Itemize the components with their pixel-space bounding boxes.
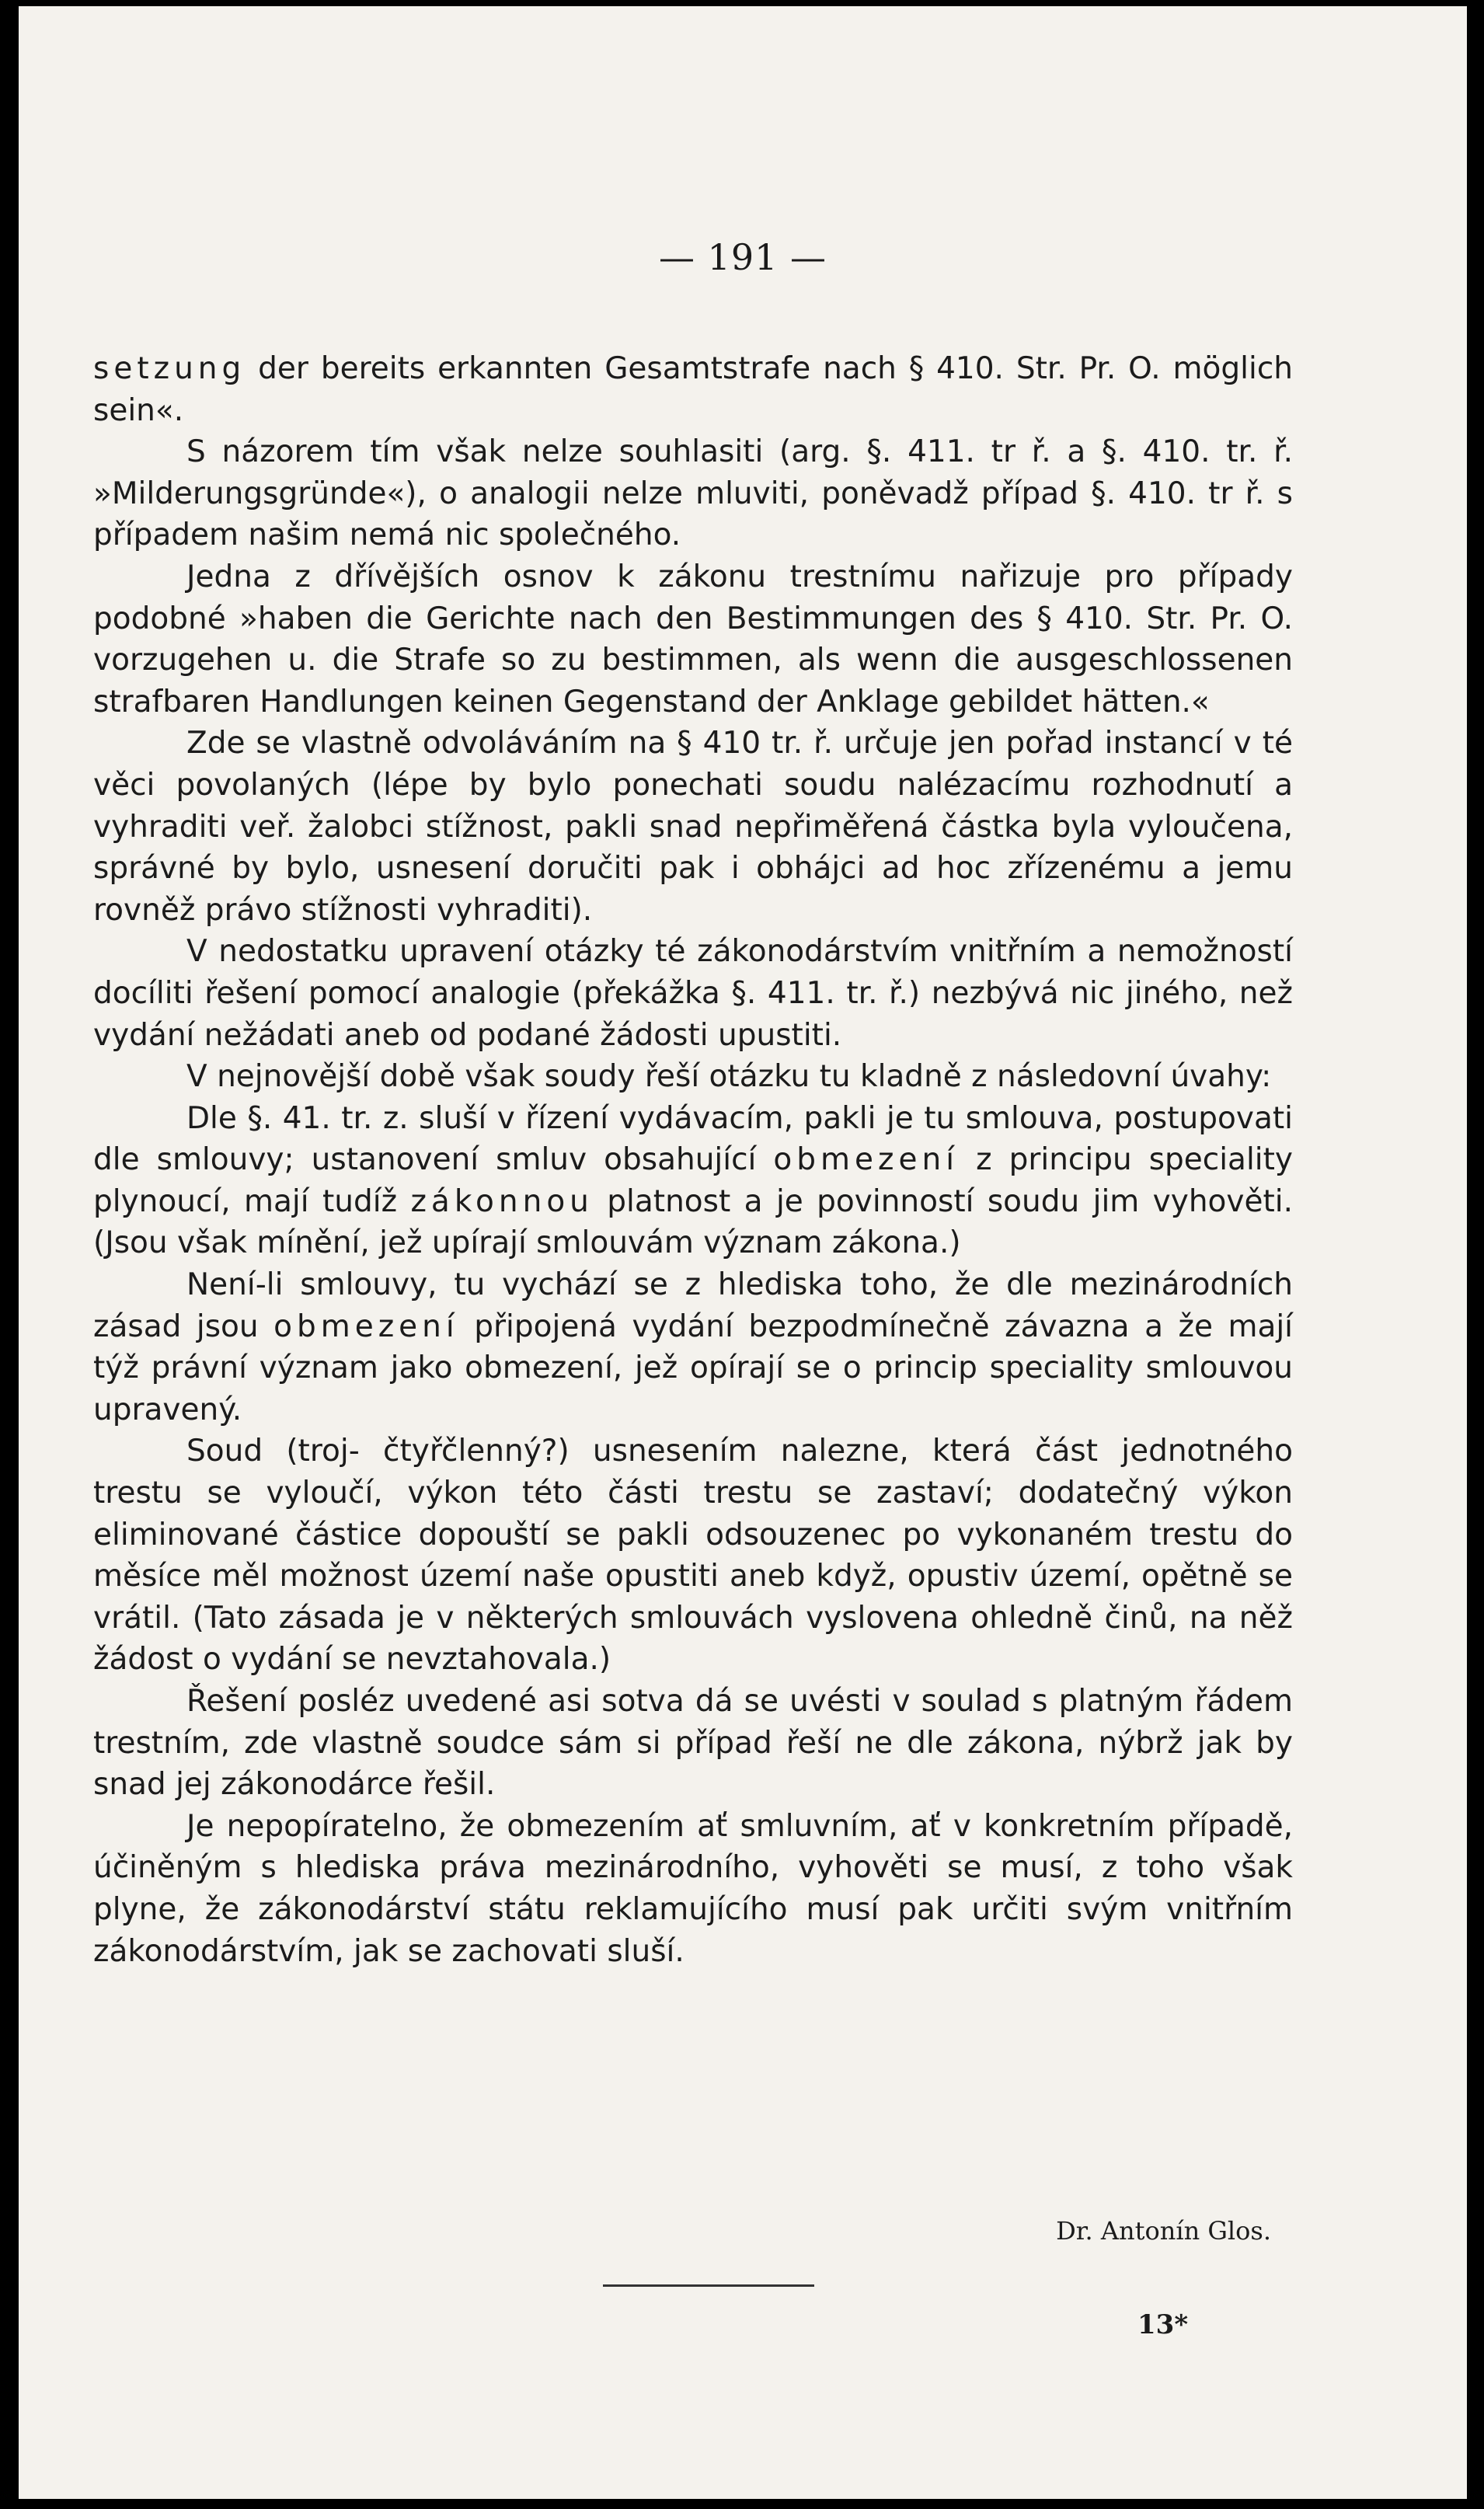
text-run: der bereits erkannten Gesamtstrafe nach § 410. Str. Pr. O. möglich sein«. xyxy=(93,351,1293,428)
paragraph xyxy=(93,556,1293,723)
footnote-divider xyxy=(603,2284,814,2287)
body-text xyxy=(93,348,1293,1972)
paragraph xyxy=(93,431,1293,556)
text-run: Není-li smlouvy, tu vychází se z hlediska toho, že dle mezinárodních zásad jsou xyxy=(93,1267,1293,1344)
paragraph xyxy=(93,1056,1293,1098)
paragraph xyxy=(93,1681,1293,1806)
paragraph xyxy=(93,723,1293,931)
paragraph xyxy=(93,1806,1293,1972)
text-run: Je nepopíratelno, že obmezením ať smluvním, ať v konkretním případě, účiněným s hlediska práva mezinárodního, vyhověti se musí, z toho však plyne, že zákonodárství státu reklamujícího musí pak určiti svým vnitřním zákonodárstvím, jak se zachovati sluší. xyxy=(93,1808,1293,1969)
paragraph xyxy=(93,1098,1293,1264)
text-run: Soud (troj- čtyřčlenný?) usnesením nalezne, která část jednotného trestu se vyloučí, výkon této části trestu se zastaví; dodatečný výkon eliminované částice dopouští se pakli odsouzenec po vykonaném trestu do měsíce měl možnost území naše opustiti aneb když, opustiv území, opětně se vrátil. (Tato zásada je v některých smlouvách vyslovena ohledně činů, na něž žádost o vydání se nevztahovala.) xyxy=(93,1434,1293,1678)
spaced-emphasis: obmezení xyxy=(273,1309,459,1344)
text-run: Dle §. 41. tr. z. sluší v řízení vydávacím, pakli je tu smlouva, postupovati dle smlouvy; ustanovení smluv obsahující xyxy=(93,1100,1293,1178)
paragraph xyxy=(93,1264,1293,1430)
spaced-emphasis: obmezení xyxy=(773,1142,960,1178)
text-run: Zde se vlastně odvoláváním na § 410 tr. ř. určuje jen pořad instancí v té věci povolaných (lépe by bylo ponechati soudu nalézacímu rozhodnutí a vyhraditi veř. žalobci stížnost, pakli snad nepřiměřená částka byla vyloučena, správné by bylo, usnesení doručiti pak i obhájci ad hoc zřízenému a jemu rovněž právo stížnosti vyhraditi). xyxy=(93,726,1293,928)
text-run: S názorem tím však nelze souhlasiti (arg. §. 411. tr ř. a §. 410. tr. ř. »Milderungsgründe«), o analogii nelze mluviti, poněvadž případ §. 410. tr ř. s případem našim nemá nic společného. xyxy=(93,434,1293,553)
text-run: Jedna z dřívějších osnov k zákonu trestnímu nařizuje pro případy podobné »haben die Gerichte nach den Bestimmungen des § 410. Str. Pr. O. vorzugehen u. die Strafe so zu bestimmen, als wenn die ausgeschlossenen strafbaren Handlungen keinen Gegenstand der Anklage gebildet hätten.« xyxy=(93,559,1293,720)
page-number: — 191 — xyxy=(658,236,827,278)
author-signature: Dr. Antonín Glos. xyxy=(1056,2216,1271,2246)
paragraph xyxy=(93,1430,1293,1681)
text-run: V nejnovější době však soudy řeší otázku tu kladně z následovní úvahy: xyxy=(186,1059,1272,1095)
signature-mark: 13* xyxy=(1137,2309,1189,2340)
text-run: z principu speciality plynoucí, mají tudíž xyxy=(93,1142,1293,1219)
paragraph xyxy=(93,931,1293,1056)
paragraph xyxy=(93,348,1293,431)
text-run: Řešení posléz uvedené asi sotva dá se uvésti v soulad s platným řádem trestním, zde vlastně soudce sám si případ řeší ne dle zákona, nýbrž jak by snad jej zákonodárce řešil. xyxy=(93,1684,1293,1803)
text-run: V nedostatku upravení otázky té zákonodárstvím vnitřním a nemožností docíliti řešení pomocí analogie (překážka §. 411. tr. ř.) nezbývá nic jiného, než vydání nežádati aneb od podané žádosti upustiti. xyxy=(93,934,1293,1053)
document-page xyxy=(19,6,1467,2499)
spaced-emphasis: setzung xyxy=(93,351,246,386)
text-run: platnost a je povinností soudu jim vyhověti. (Jsou však mínění, jež upírají smlouvám význam zákona.) xyxy=(93,1183,1293,1261)
text-run: připojená vydání bezpodmínečně závazna a že mají týž právní význam jako obmezení, jež opírají se o princip speciality smlouvou upravený. xyxy=(93,1309,1294,1427)
spaced-emphasis: zákonnou xyxy=(410,1183,594,1219)
